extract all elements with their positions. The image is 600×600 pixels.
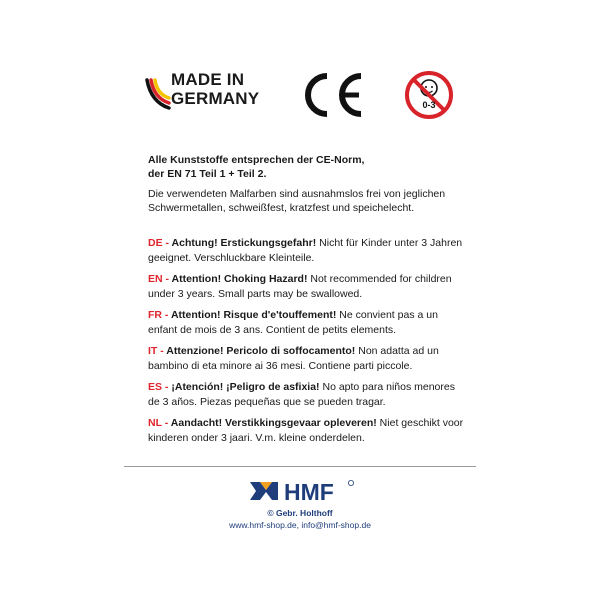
warning-code: EN <box>148 273 163 285</box>
warning-nl <box>148 416 468 446</box>
warning-code: IT <box>148 345 158 357</box>
warning-title: Aandacht! Verstikkingsgevaar opleveren! <box>170 417 377 429</box>
hmf-logo <box>248 478 356 504</box>
norm-line-1: Alle Kunststoffe entsprechen der CE-Norm, <box>148 154 365 166</box>
germany-text: GERMANY <box>171 89 260 108</box>
warning-fr <box>148 308 468 338</box>
warning-code: NL <box>148 417 162 429</box>
warning-separator: - <box>162 381 172 393</box>
warning-title: Attenzione! Pericolo di soffocamento! <box>166 345 356 357</box>
warning-text: Nicht für Kinder unter 3 Jahren geeignet. Verschluckbare Kleinteile. <box>148 237 463 264</box>
warning-text: No apto para niños menores de 3 años. Piezas pequeñas que se pueden tragar. <box>148 381 455 408</box>
warning-it <box>148 344 468 374</box>
warning-title: Attention! Risque d'e'touffement! <box>170 309 337 321</box>
warning-title: Achtung! Erstickungsgefahr! <box>171 237 317 249</box>
warning-en <box>148 272 468 302</box>
warning-separator: - <box>157 345 167 357</box>
made-in-germany-logo <box>145 62 275 122</box>
warning-code: FR <box>148 309 162 321</box>
norm-body: Die verwendeten Malfarben sind ausnahmslos frei von jeglichen Schwermetallen, schweißfest, kratzfest und speichelecht. <box>148 188 446 214</box>
warning-text: Ne convient pas a un enfant de mois de 3 ans. Contient de petits elements. <box>148 309 438 336</box>
flag-swoosh-icon <box>145 78 171 112</box>
warning-title: Attention! Choking Hazard! <box>171 273 308 285</box>
norm-section <box>148 153 468 215</box>
footer-copyright: © Gebr. Holthoff <box>267 508 333 518</box>
made-in-text: MADE IN <box>171 70 245 89</box>
ce-mark-icon <box>297 70 367 125</box>
norm-line-2: der EN 71 Teil 1 + Teil 2. <box>148 168 267 180</box>
warning-code: ES <box>148 381 163 393</box>
warning-es <box>148 380 468 410</box>
warning-title: ¡Atención! ¡Peligro de asfixia! <box>171 381 320 393</box>
warning-de <box>148 236 468 266</box>
age-warning-icon <box>404 70 454 125</box>
hmf-brand-text: HMF <box>284 479 334 504</box>
footer-contact-links: www.hmf-shop.de, info@hmf-shop.de <box>229 520 371 530</box>
warning-text: Not recommended for children under 3 years. Small parts may be swallowed. <box>148 273 452 300</box>
warning-code: DE <box>148 237 163 249</box>
warning-separator: - <box>162 309 171 321</box>
divider <box>124 466 476 467</box>
warning-text: Niet geschikt voor kinderen onder 3 jaari. V.m. kleine onderdelen. <box>148 417 464 444</box>
warning-separator: - <box>161 417 171 429</box>
age-warning-label: 0-3 <box>422 100 436 110</box>
logo-row <box>145 62 465 132</box>
warning-separator: - <box>162 273 172 285</box>
warning-text: Non adatta ad un bambino di eta minore ai 36 mesi. Contiene parti piccole. <box>148 345 439 372</box>
warning-separator: - <box>162 237 172 249</box>
